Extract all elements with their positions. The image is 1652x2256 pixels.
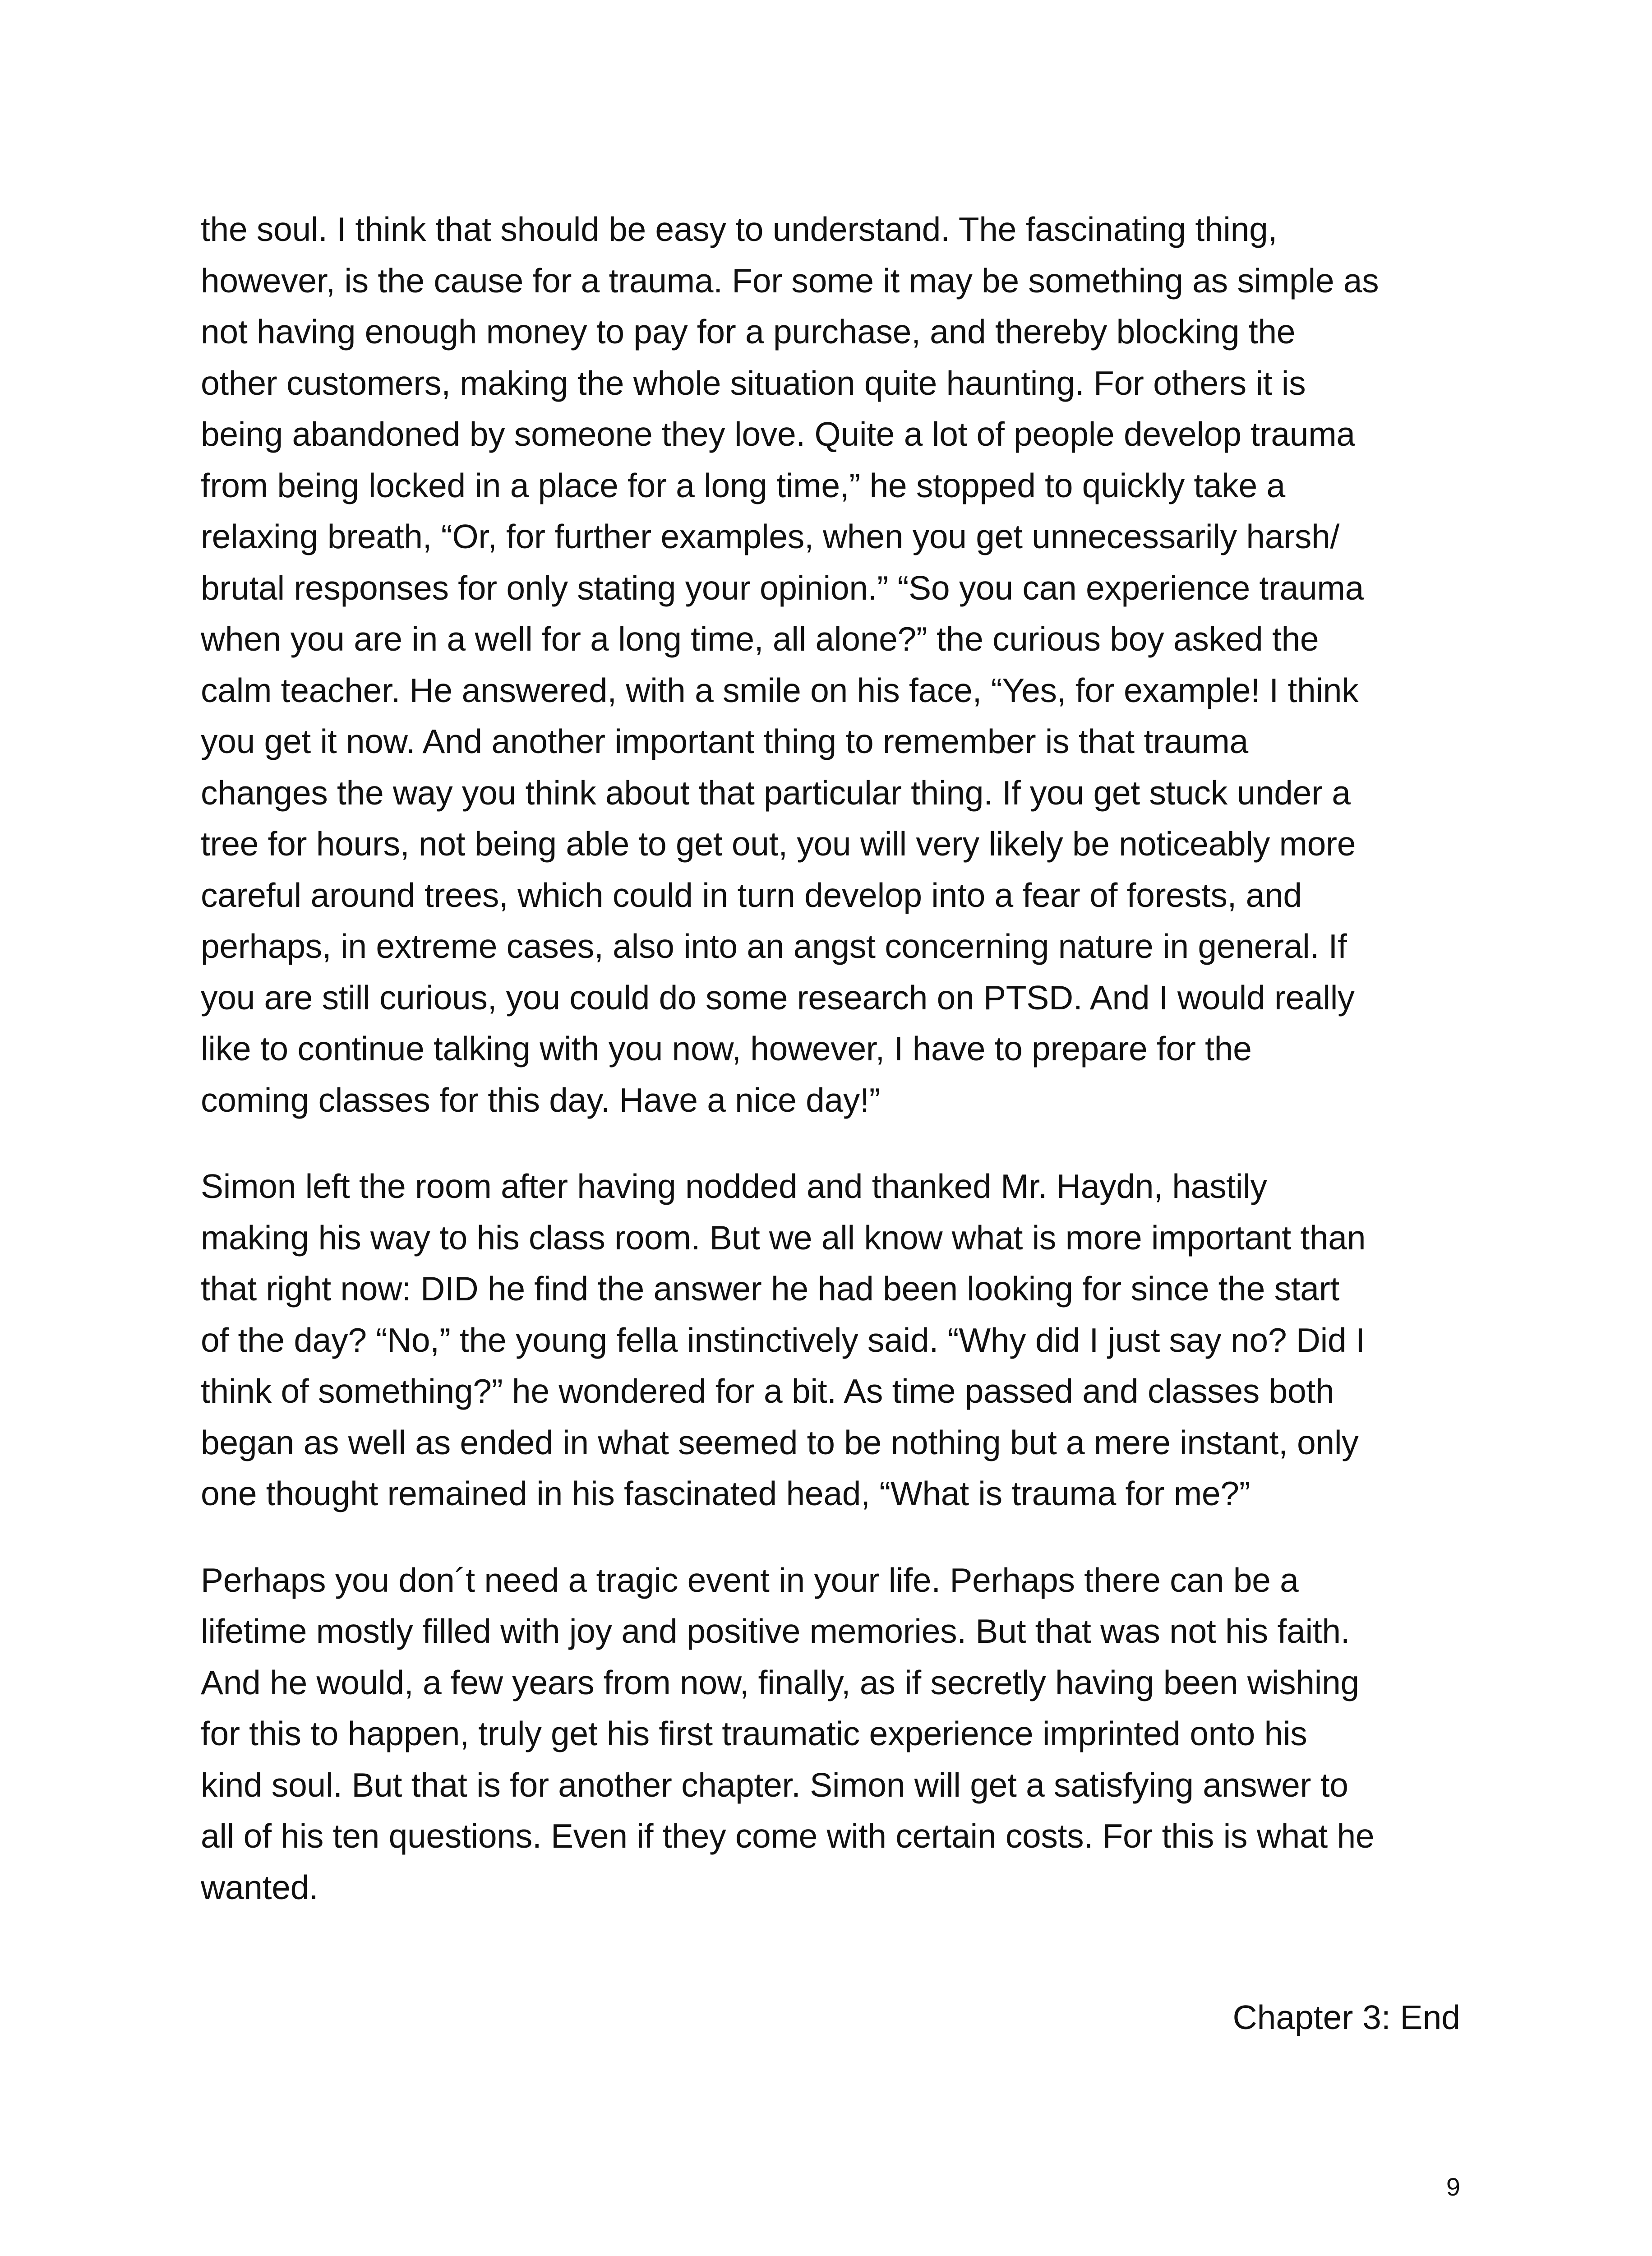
chapter-end-label: Chapter 3: End xyxy=(1232,1998,1460,2036)
text-line: wanted. xyxy=(201,1868,318,1906)
text-line: other customers, making the whole situation quite haunting. For others it is xyxy=(201,364,1306,402)
text-line: calm teacher. He answered, with a smile on his face, “Yes, for example! I think xyxy=(201,671,1359,709)
text-line: kind soul. But that is for another chapter. Simon will get a satisfying answer to xyxy=(201,1766,1348,1804)
page-number: 9 xyxy=(1446,2173,1460,2201)
body-text xyxy=(201,204,1459,1948)
text-line: brutal responses for only stating your opinion.” “So you can experience trauma xyxy=(201,569,1364,607)
text-line: careful around trees, which could in turn develop into a fear of forests, and xyxy=(201,876,1302,914)
text-line: for this to happen, truly get his first traumatic experience imprinted onto his xyxy=(201,1715,1307,1752)
text-line: not having enough money to pay for a purchase, and thereby blocking the xyxy=(201,313,1296,351)
text-line: began as well as ended in what seemed to be nothing but a mere instant, only xyxy=(201,1423,1359,1461)
paragraph-3 xyxy=(201,1555,1459,1914)
text-line: tree for hours, not being able to get out, you will very likely be noticeably more xyxy=(201,825,1356,863)
text-line: the soul. I think that should be easy to understand. The fascinating thing, xyxy=(201,210,1278,248)
text-line: from being locked in a place for a long time,” he stopped to quickly take a xyxy=(201,466,1285,504)
text-line: relaxing breath, “Or, for further examples, when you get unnecessarily harsh/ xyxy=(201,518,1340,555)
text-line: one thought remained in his fascinated head, “What is trauma for me?” xyxy=(201,1475,1251,1512)
paragraph-1 xyxy=(201,204,1459,1126)
text-line: coming classes for this day. Have a nice day!” xyxy=(201,1081,881,1119)
text-line: lifetime mostly filled with joy and positive memories. But that was not his faith. xyxy=(201,1612,1350,1650)
text-line: perhaps, in extreme cases, also into an angst concerning nature in general. If xyxy=(201,927,1347,965)
text-line: being abandoned by someone they love. Quite a lot of people develop trauma xyxy=(201,415,1355,453)
paragraph-2 xyxy=(201,1161,1459,1520)
text-line: Simon left the room after having nodded and thanked Mr. Haydn, hastily xyxy=(201,1167,1267,1205)
text-line: when you are in a well for a long time, all alone?” the curious boy asked the xyxy=(201,620,1319,658)
text-line: changes the way you think about that particular thing. If you get stuck under a xyxy=(201,773,1351,812)
text-line: making his way to his class room. But we all know what is more important than xyxy=(201,1218,1366,1257)
text-line: however, is the cause for a trauma. For some it may be something as simple as xyxy=(201,261,1379,300)
text-line: Perhaps you don´t need a tragic event in your life. Perhaps there can be a xyxy=(201,1561,1299,1599)
text-line: you get it now. And another important thing to remember is that trauma xyxy=(201,722,1248,760)
text-line: think of something?” he wondered for a bit. As time passed and classes both xyxy=(201,1372,1334,1410)
text-line: of the day? “No,” the young fella instinctively said. “Why did I just say no? Did I xyxy=(201,1321,1365,1359)
text-line: you are still curious, you could do some research on PTSD. And I would really xyxy=(201,978,1355,1017)
text-line: all of his ten questions. Even if they come with certain costs. For this is what he xyxy=(201,1817,1375,1855)
text-line: like to continue talking with you now, however, I have to prepare for the xyxy=(201,1030,1252,1068)
text-line: that right now: DID he find the answer he had been looking for since the start xyxy=(201,1270,1339,1308)
text-line: And he would, a few years from now, finally, as if secretly having been wishing xyxy=(201,1663,1359,1701)
